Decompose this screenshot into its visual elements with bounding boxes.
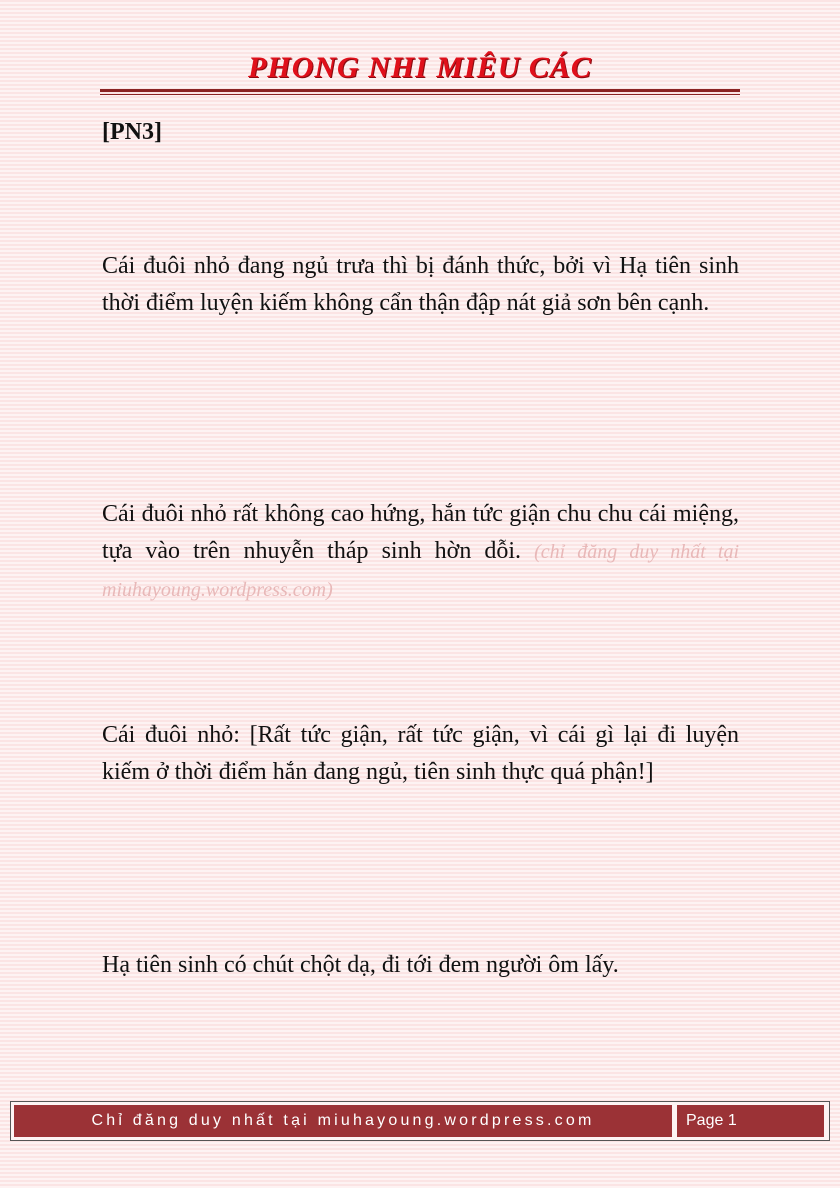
paragraph-1: Cái đuôi nhỏ đang ngủ trưa thì bị đánh thức, bởi vì Hạ tiên sinh thời điểm luyện kiếm không cẩn thận đập nát giả sơn bên cạnh. [102, 253, 739, 316]
footer-notice: Chỉ đăng duy nhất tại miuhayoung.wordpress.com [14, 1105, 672, 1137]
header-divider-thin [100, 94, 740, 95]
paragraph-2-text: Cái đuôi nhỏ rất không cao hứng, hắn tức giận chu chu cái miệng, tựa vào trên nhuyễn tháp sinh hờn dỗi. [102, 501, 739, 564]
paragraph-3: Cái đuôi nhỏ: [Rất tức giận, rất tức giận, vì cái gì lại đi luyện kiếm ở thời điểm hắn đang ngủ, tiên sinh thực quá phận!] [102, 722, 739, 785]
paragraph-2 [102, 496, 739, 609]
page-header-title: PHONG NHI MIÊU CÁC [248, 51, 592, 84]
page-number: Page 1 [677, 1105, 824, 1137]
header-divider [100, 89, 740, 92]
paragraph-4: Hạ tiên sinh có chút chột dạ, đi tới đem người ôm lấy. [102, 952, 619, 978]
watermark-text: (chỉ đăng duy nhất tại miuhayoung.wordpress.com) [102, 541, 740, 601]
chapter-tag: [PN3] [102, 119, 162, 145]
